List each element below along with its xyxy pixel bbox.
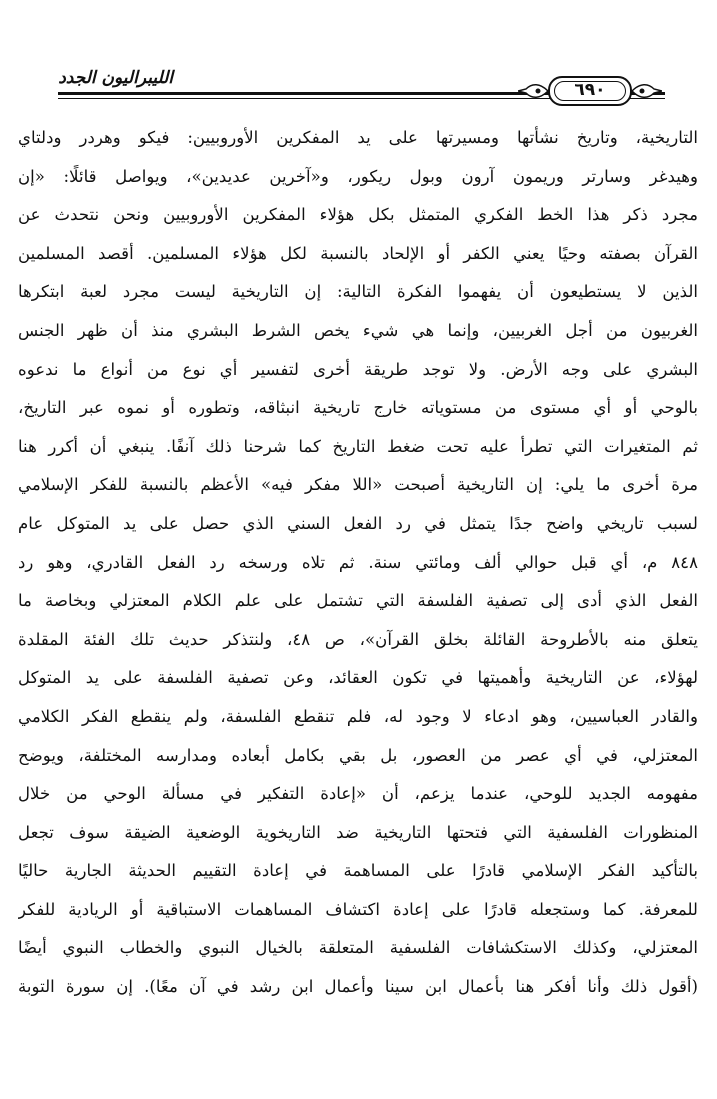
page-number: ٦٩٠ [574, 80, 606, 100]
text-line: البشري على وجه الأرض. ولا توجد طريقة أخرى لتفسير أي نوع من أنواع ما ندعوه [18, 359, 698, 379]
text-line: بالوحي أو أي مستوى من مستوياته خارج تاريخية انبثاقه، وتطوره أو نموه عبر التاريخ، [18, 398, 698, 418]
text-line: الغربيون من أجل الغربيين، وإنما هي شيء يخص الشرط البشري منذ أن ظهر الجنس [18, 320, 698, 340]
text-line: وهيدغر وسارتر وريمون آرون وبول ريكور، و«آخرين عديدين»، ويواصل قائلًا: «إن [18, 166, 698, 186]
text-line: لسبب تاريخي واضح جدًا يتمثل في رد الفعل السني الذي حصل على يد المتوكل عام [18, 513, 698, 533]
text-line: مجرد ذكر هذا الخط الفكري المتمثل بكل هؤلاء المفكرين الأوروبيين ونحن نتحدث عن [18, 205, 698, 225]
text-line: (أقول ذلك وأنا أفكر هنا بأعمال ابن سينا وأعمال ابن رشد في آن معًا). إن سورة التوبة [18, 977, 698, 997]
text-line: التاريخية، وتاريخ نشأتها ومسيرتها على يد المفكرين الأوروبيين: فيكو وهردر ودلتاي [18, 128, 698, 147]
text-line: مفهومه الجديد للوحي، عندما يزعم، أن «إعادة التفكير في مسألة الوحي من خلال [18, 784, 698, 804]
text-line: القرآن بصفته وحيًا يعني الكفر أو الإلحاد بالنسبة لكل هؤلاء المسلمين. أقصد المسلمين [18, 243, 698, 263]
text-line: المنظورات الفلسفية التي فتحتها التاريخية ضد التاريخوية الوضعية الضيقة سوف تجعل [18, 822, 698, 842]
text-line: ثم المتغيرات التي تطرأ عليه تحت ضغط التاريخ كما شرحنا ذلك آنفًا. ينبغي أن أكرر هنا [18, 436, 698, 456]
text-line: المعتزلي، وكذلك الاستكشافات الفلسفية المتعلقة بالخيال النبوي والخطاب النبوي أيضًا [18, 938, 698, 958]
text-line: مرة أخرى ما يلي: إن التاريخية أصبحت «اللا مفكر فيه» الأعظم بالنسبة للفكر الإسلامي [18, 475, 698, 495]
text-line: والقادر العباسيين، وهو ادعاء لا وجود له، فلم تنقطع الفلسفة، ولم ينقطع الفكر الكلامي [18, 706, 698, 726]
text-line: يتعلق منه بالأطروحة القائلة بخلق القرآن»، ص ٤٨، ولنتذكر حديث تلك الفئة المقلدة [18, 629, 698, 649]
text-line: لهؤلاء، عن التاريخية وأهميتها في تكون العقائد، وعن تصفية الفلسفة على يد المتوكل [18, 668, 698, 688]
body-text [18, 119, 698, 1007]
ornament-left-icon [518, 81, 548, 101]
ornament-right-icon [632, 81, 662, 101]
text-line: بالتأكيد الفكر الإسلامي قادرًا على المساهمة في إعادة التقييم الحديثة الجارية حاليًا [18, 861, 698, 881]
running-title: الليبراليون الجدد [58, 68, 173, 88]
text-line: للمعرفة. كما وستجعله قادرًا على إعادة اكتشاف المساهمات الاستباقية أو الريادية للفكر [18, 899, 698, 919]
text-line: الذين لا يستطيعون أن يفهموا الفكرة التالية: إن التاريخية ليست مجرد لعبة ابتكرها [18, 282, 698, 302]
text-line: ٨٤٨ م، أي قبل حوالي ألف ومائتي سنة. ثم تلاه ورسخه رد الفعل القادري، وهو رد [18, 552, 698, 572]
text-line: المعتزلي، في أي عصر من العصور، بل بقي بكامل أبعاده ومدارسه المختلفة، ويوضح [18, 745, 698, 765]
text-line: الفعل الذي أدى إلى تصفية الفلسفة التي تشتمل على علم الكلام المعتزلي وبخاصة ما [18, 591, 698, 611]
